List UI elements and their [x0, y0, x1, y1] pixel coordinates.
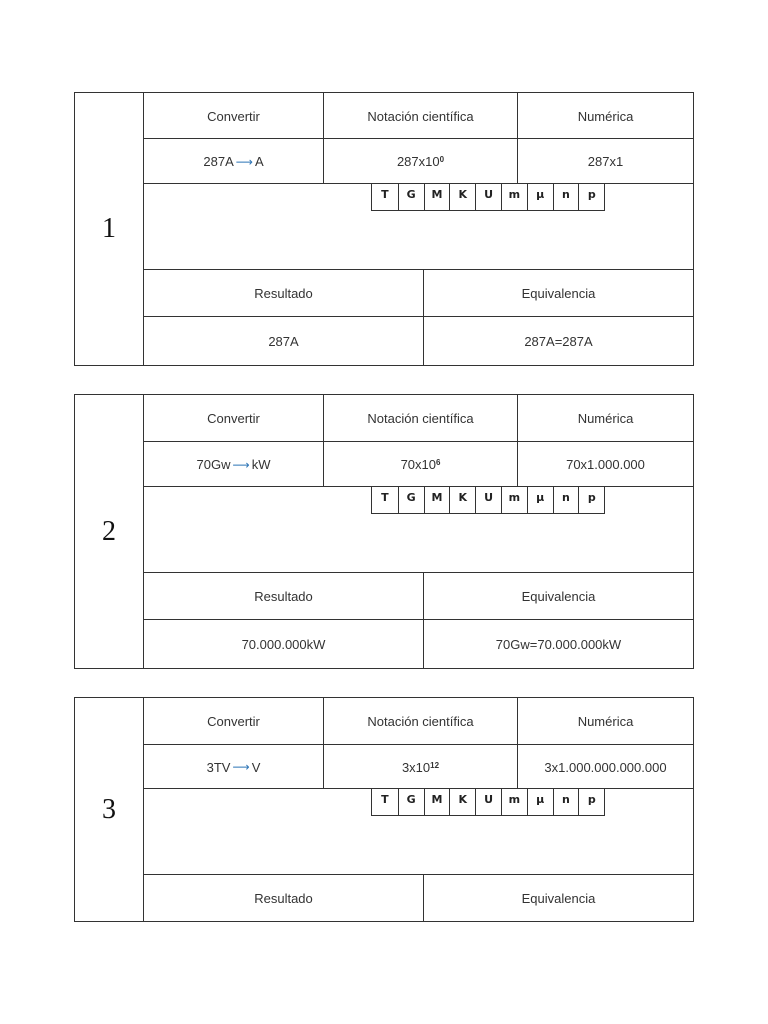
numerica-header: Numérica	[517, 93, 693, 139]
equivalence-value: 287A=287A	[423, 317, 693, 365]
convertir-header: Convertir	[207, 411, 260, 426]
prefix-cell: G	[398, 184, 424, 210]
resultado-header: Resultado	[254, 589, 313, 604]
numeric-value: 287x1	[517, 139, 693, 184]
result-values-row	[144, 619, 693, 668]
result-value: 287A	[268, 333, 299, 349]
header-row	[144, 395, 693, 442]
prefix-cell: M	[424, 789, 450, 815]
convert-value	[144, 139, 323, 184]
scientific-value	[323, 442, 517, 487]
sci-base: 287x10	[396, 154, 440, 169]
sci-exponent: 12	[430, 760, 440, 770]
arrow-right-icon: ⟶	[232, 457, 250, 472]
resultado-header: Resultado	[254, 286, 313, 301]
sci-base: 70x10	[400, 457, 436, 472]
scientific-value	[323, 139, 517, 184]
prefix-cell: m	[501, 184, 527, 210]
prefix-cell: µ	[527, 487, 553, 513]
exercise-number: 2	[75, 395, 144, 668]
convertir-header: Convertir	[207, 714, 260, 729]
prefix-table	[371, 487, 605, 514]
resultado-header: Resultado	[254, 890, 313, 906]
values-row	[144, 138, 693, 184]
prefix-table	[371, 184, 605, 211]
prefix-cell: n	[553, 487, 579, 513]
prefix-cell: p	[578, 789, 604, 815]
equivalencia-header: Equivalencia	[423, 875, 693, 921]
numerica-header: Numérica	[517, 395, 693, 442]
prefix-cell: n	[553, 184, 579, 210]
prefix-cell: n	[553, 789, 579, 815]
conversion-card-1	[74, 92, 694, 366]
convert-value	[144, 442, 323, 487]
prefix-cell: m	[501, 789, 527, 815]
arrow-right-icon: ⟶	[232, 760, 250, 774]
arrow-right-icon: ⟶	[235, 154, 253, 169]
notacion-header: Notación científica	[323, 698, 517, 745]
convert-to: V	[251, 759, 261, 775]
prefix-area	[144, 486, 693, 573]
equivalencia-header: Equivalencia	[423, 573, 693, 620]
prefix-cell: p	[578, 184, 604, 210]
prefix-cell: U	[475, 184, 501, 210]
exercise-number: 1	[75, 93, 144, 365]
values-row	[144, 744, 693, 789]
header-row	[144, 698, 693, 745]
scientific-value	[323, 745, 517, 789]
convert-to: A	[254, 154, 264, 169]
result-header-row	[144, 572, 693, 620]
prefix-area	[144, 183, 693, 270]
prefix-cell: T	[381, 793, 389, 806]
prefix-cell: M	[424, 184, 450, 210]
prefix-cell: m	[501, 487, 527, 513]
notacion-header: Notación científica	[323, 395, 517, 442]
prefix-area	[144, 788, 693, 875]
result-header-row	[144, 874, 693, 921]
prefix-cell: T	[381, 491, 389, 504]
result-value: 70.000.000kW	[241, 636, 326, 652]
result-header-row	[144, 269, 693, 317]
result-values-row	[144, 316, 693, 365]
prefix-cell: U	[475, 487, 501, 513]
equivalencia-header: Equivalencia	[423, 270, 693, 317]
conversion-card-2	[74, 394, 694, 669]
notacion-header: Notación científica	[323, 93, 517, 139]
prefix-cell: K	[449, 487, 475, 513]
prefix-cell: µ	[527, 184, 553, 210]
prefix-cell: K	[449, 184, 475, 210]
numeric-value: 70x1.000.000	[517, 442, 693, 487]
prefix-cell: p	[578, 487, 604, 513]
sci-base: 3x10	[401, 759, 431, 775]
numeric-value: 3x1.000.000.000.000	[517, 745, 693, 789]
sci-exponent: 0	[439, 155, 445, 164]
prefix-cell: µ	[527, 789, 553, 815]
convert-to: kW	[251, 457, 271, 472]
numerica-header: Numérica	[517, 698, 693, 745]
convertir-header: Convertir	[207, 108, 260, 124]
prefix-cell: T	[381, 188, 389, 201]
convert-from: 3TV	[206, 759, 231, 775]
conversion-card-3	[74, 697, 694, 922]
equivalence-value: 70Gw=70.000.000kW	[423, 620, 693, 668]
prefix-cell: U	[475, 789, 501, 815]
convert-from: 287A	[203, 154, 234, 169]
convert-from: 70Gw	[196, 457, 231, 472]
prefix-cell: M	[424, 487, 450, 513]
prefix-table	[371, 789, 605, 816]
sci-exponent: 6	[435, 458, 441, 467]
convert-value	[144, 745, 323, 789]
header-row	[144, 93, 693, 139]
prefix-cell: G	[398, 789, 424, 815]
prefix-cell: K	[449, 789, 475, 815]
exercise-number: 3	[75, 698, 144, 921]
values-row	[144, 441, 693, 487]
prefix-cell: G	[398, 487, 424, 513]
